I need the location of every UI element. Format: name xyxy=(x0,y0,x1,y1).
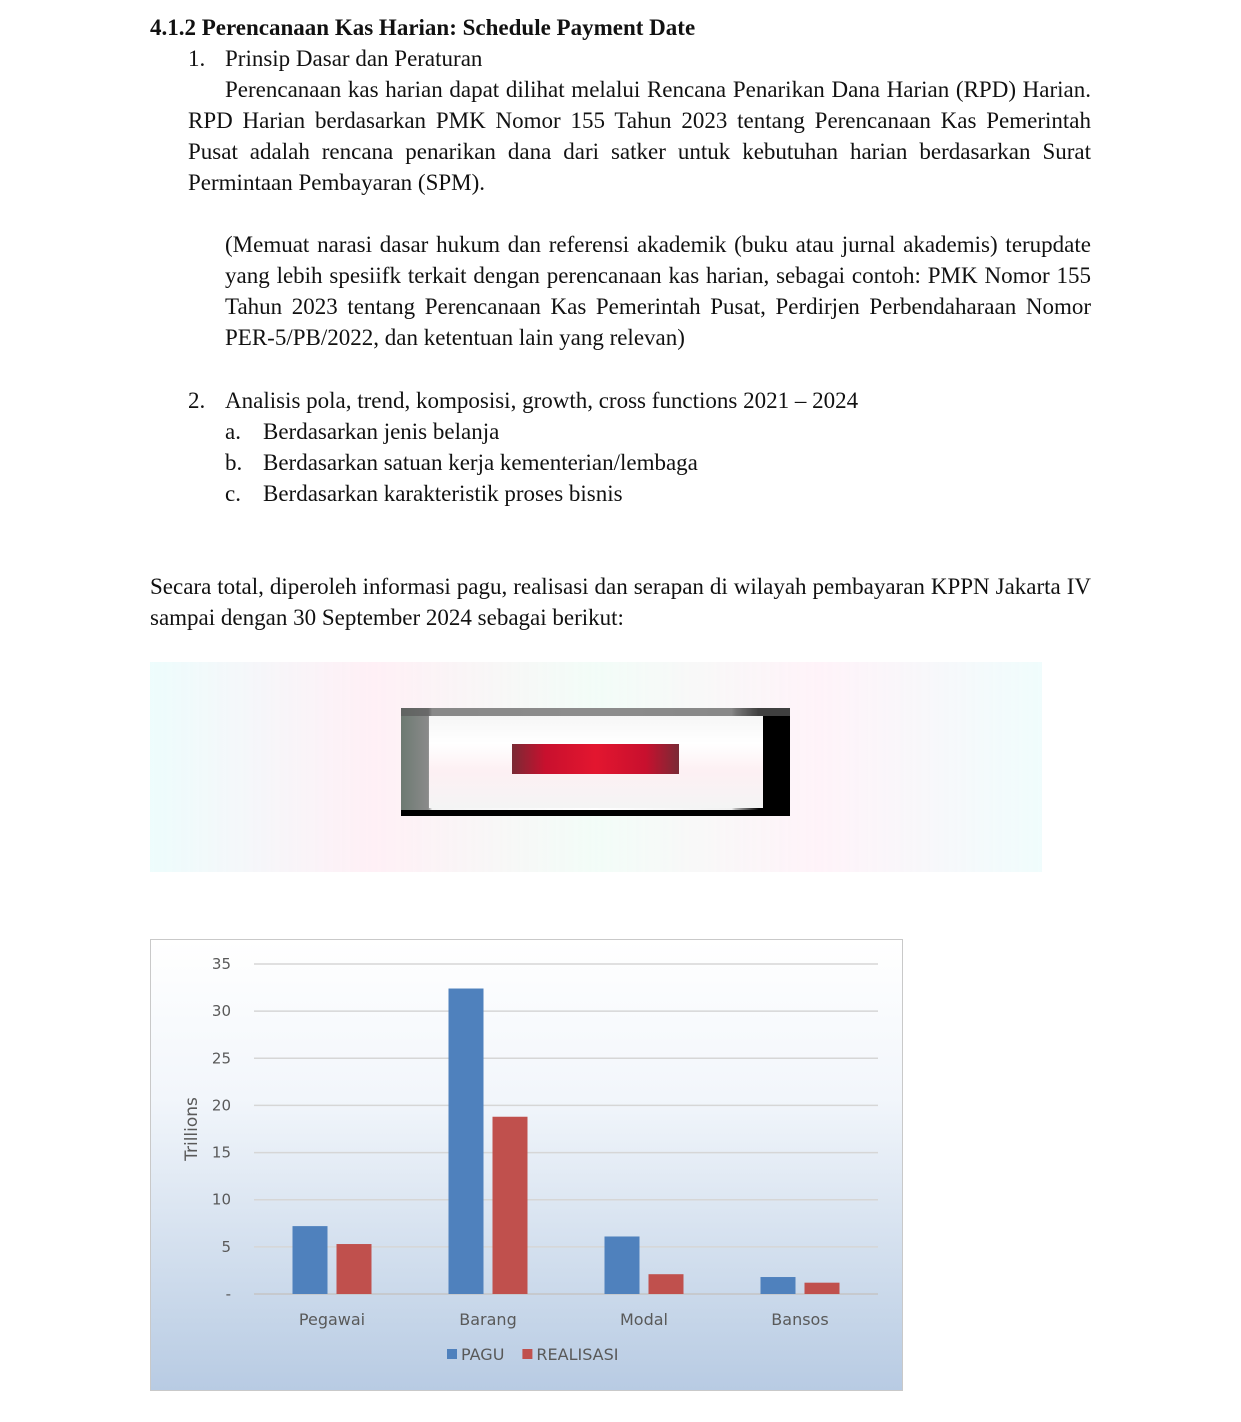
blurred-image-frame xyxy=(401,708,790,816)
bar-chart xyxy=(150,939,903,1391)
subitem-text: Berdasarkan karakteristik proses bisnis xyxy=(263,481,623,506)
category-label: Modal xyxy=(620,1310,668,1329)
legend-label: PAGU xyxy=(461,1345,505,1364)
subitem-text: Berdasarkan satuan kerja kementerian/lembaga xyxy=(263,450,698,475)
bar-pagu-modal xyxy=(605,1236,640,1294)
legend-label: REALISASI xyxy=(536,1345,619,1364)
section-heading: 4.1.2 Perencanaan Kas Harian: Schedule Payment Date xyxy=(150,15,696,40)
item1-number: 1. xyxy=(188,46,206,71)
item2-title: Analisis pola, trend, komposisi, growth, cross functions 2021 – 2024 xyxy=(225,388,859,413)
y-tick-label: 5 xyxy=(221,1237,231,1256)
y-tick-label: - xyxy=(225,1285,231,1303)
category-label: Pegawai xyxy=(298,1310,366,1329)
bar-realisasi-pegawai xyxy=(337,1244,372,1294)
y-tick-label: 35 xyxy=(211,955,231,973)
chart-svg xyxy=(151,940,902,1390)
y-tick-label: 15 xyxy=(211,1143,231,1162)
y-tick-label: 10 xyxy=(211,1190,231,1209)
y-tick-label: 25 xyxy=(211,1049,231,1068)
item1-title: Prinsip Dasar dan Peraturan xyxy=(225,46,483,71)
bar-realisasi-modal xyxy=(649,1274,684,1294)
bar-realisasi-bansos xyxy=(805,1283,840,1294)
subitem-letter: a. xyxy=(225,419,241,444)
y-tick-label: 30 xyxy=(211,1002,231,1021)
bar-realisasi-barang xyxy=(493,1117,528,1294)
summary-paragraph: Secara total, diperoleh informasi pagu, realisasi dan serapan di wilayah pembayaran KPPN Jakarta IV sampai dengan 30 September 2024 sebagai berikut: xyxy=(150,574,1091,630)
y-tick-label: 20 xyxy=(211,1096,231,1115)
item1-paragraph: Perencanaan kas harian dapat dilihat melalui Rencana Penarikan Dana Harian (RPD) Harian. RPD Harian berdasarkan PMK Nomor 155 Tahun 2023 tentang Perencanaan Kas Pemerintah Pusat adalah rencana penarikan dana dari satker untuk kebutuhan harian berdasarkan Surat Permintaan Pembayaran (SPM). xyxy=(188,77,1091,195)
category-label: Barang xyxy=(459,1310,517,1329)
bar-pagu-barang xyxy=(449,989,484,1294)
bar-pagu-pegawai xyxy=(293,1226,328,1294)
subitem-letter: b. xyxy=(225,450,243,475)
y-axis-title: Trillions xyxy=(182,1097,202,1161)
bar-pagu-bansos xyxy=(761,1277,796,1294)
category-label: Bansos xyxy=(771,1310,829,1329)
item2-number: 2. xyxy=(188,388,206,413)
item1-note: (Memuat narasi dasar hukum dan referensi akademik (buku atau jurnal akademis) terupdate yang lebih spesiifk terkait dengan perencanaan kas harian, sebagai contoh: PMK Nomor 155 Tahun 2023 tentang Perencanaan Kas Pemerintah Pusat, Perdirjen Perbendaharaan Nomor PER-5/PB/2022, dan ketentuan lain yang relevan) xyxy=(225,232,1091,350)
subitem-letter: c. xyxy=(225,481,241,506)
legend-swatch xyxy=(447,1349,457,1359)
subitem-text: Berdasarkan jenis belanja xyxy=(263,419,500,444)
legend-swatch xyxy=(522,1349,532,1359)
